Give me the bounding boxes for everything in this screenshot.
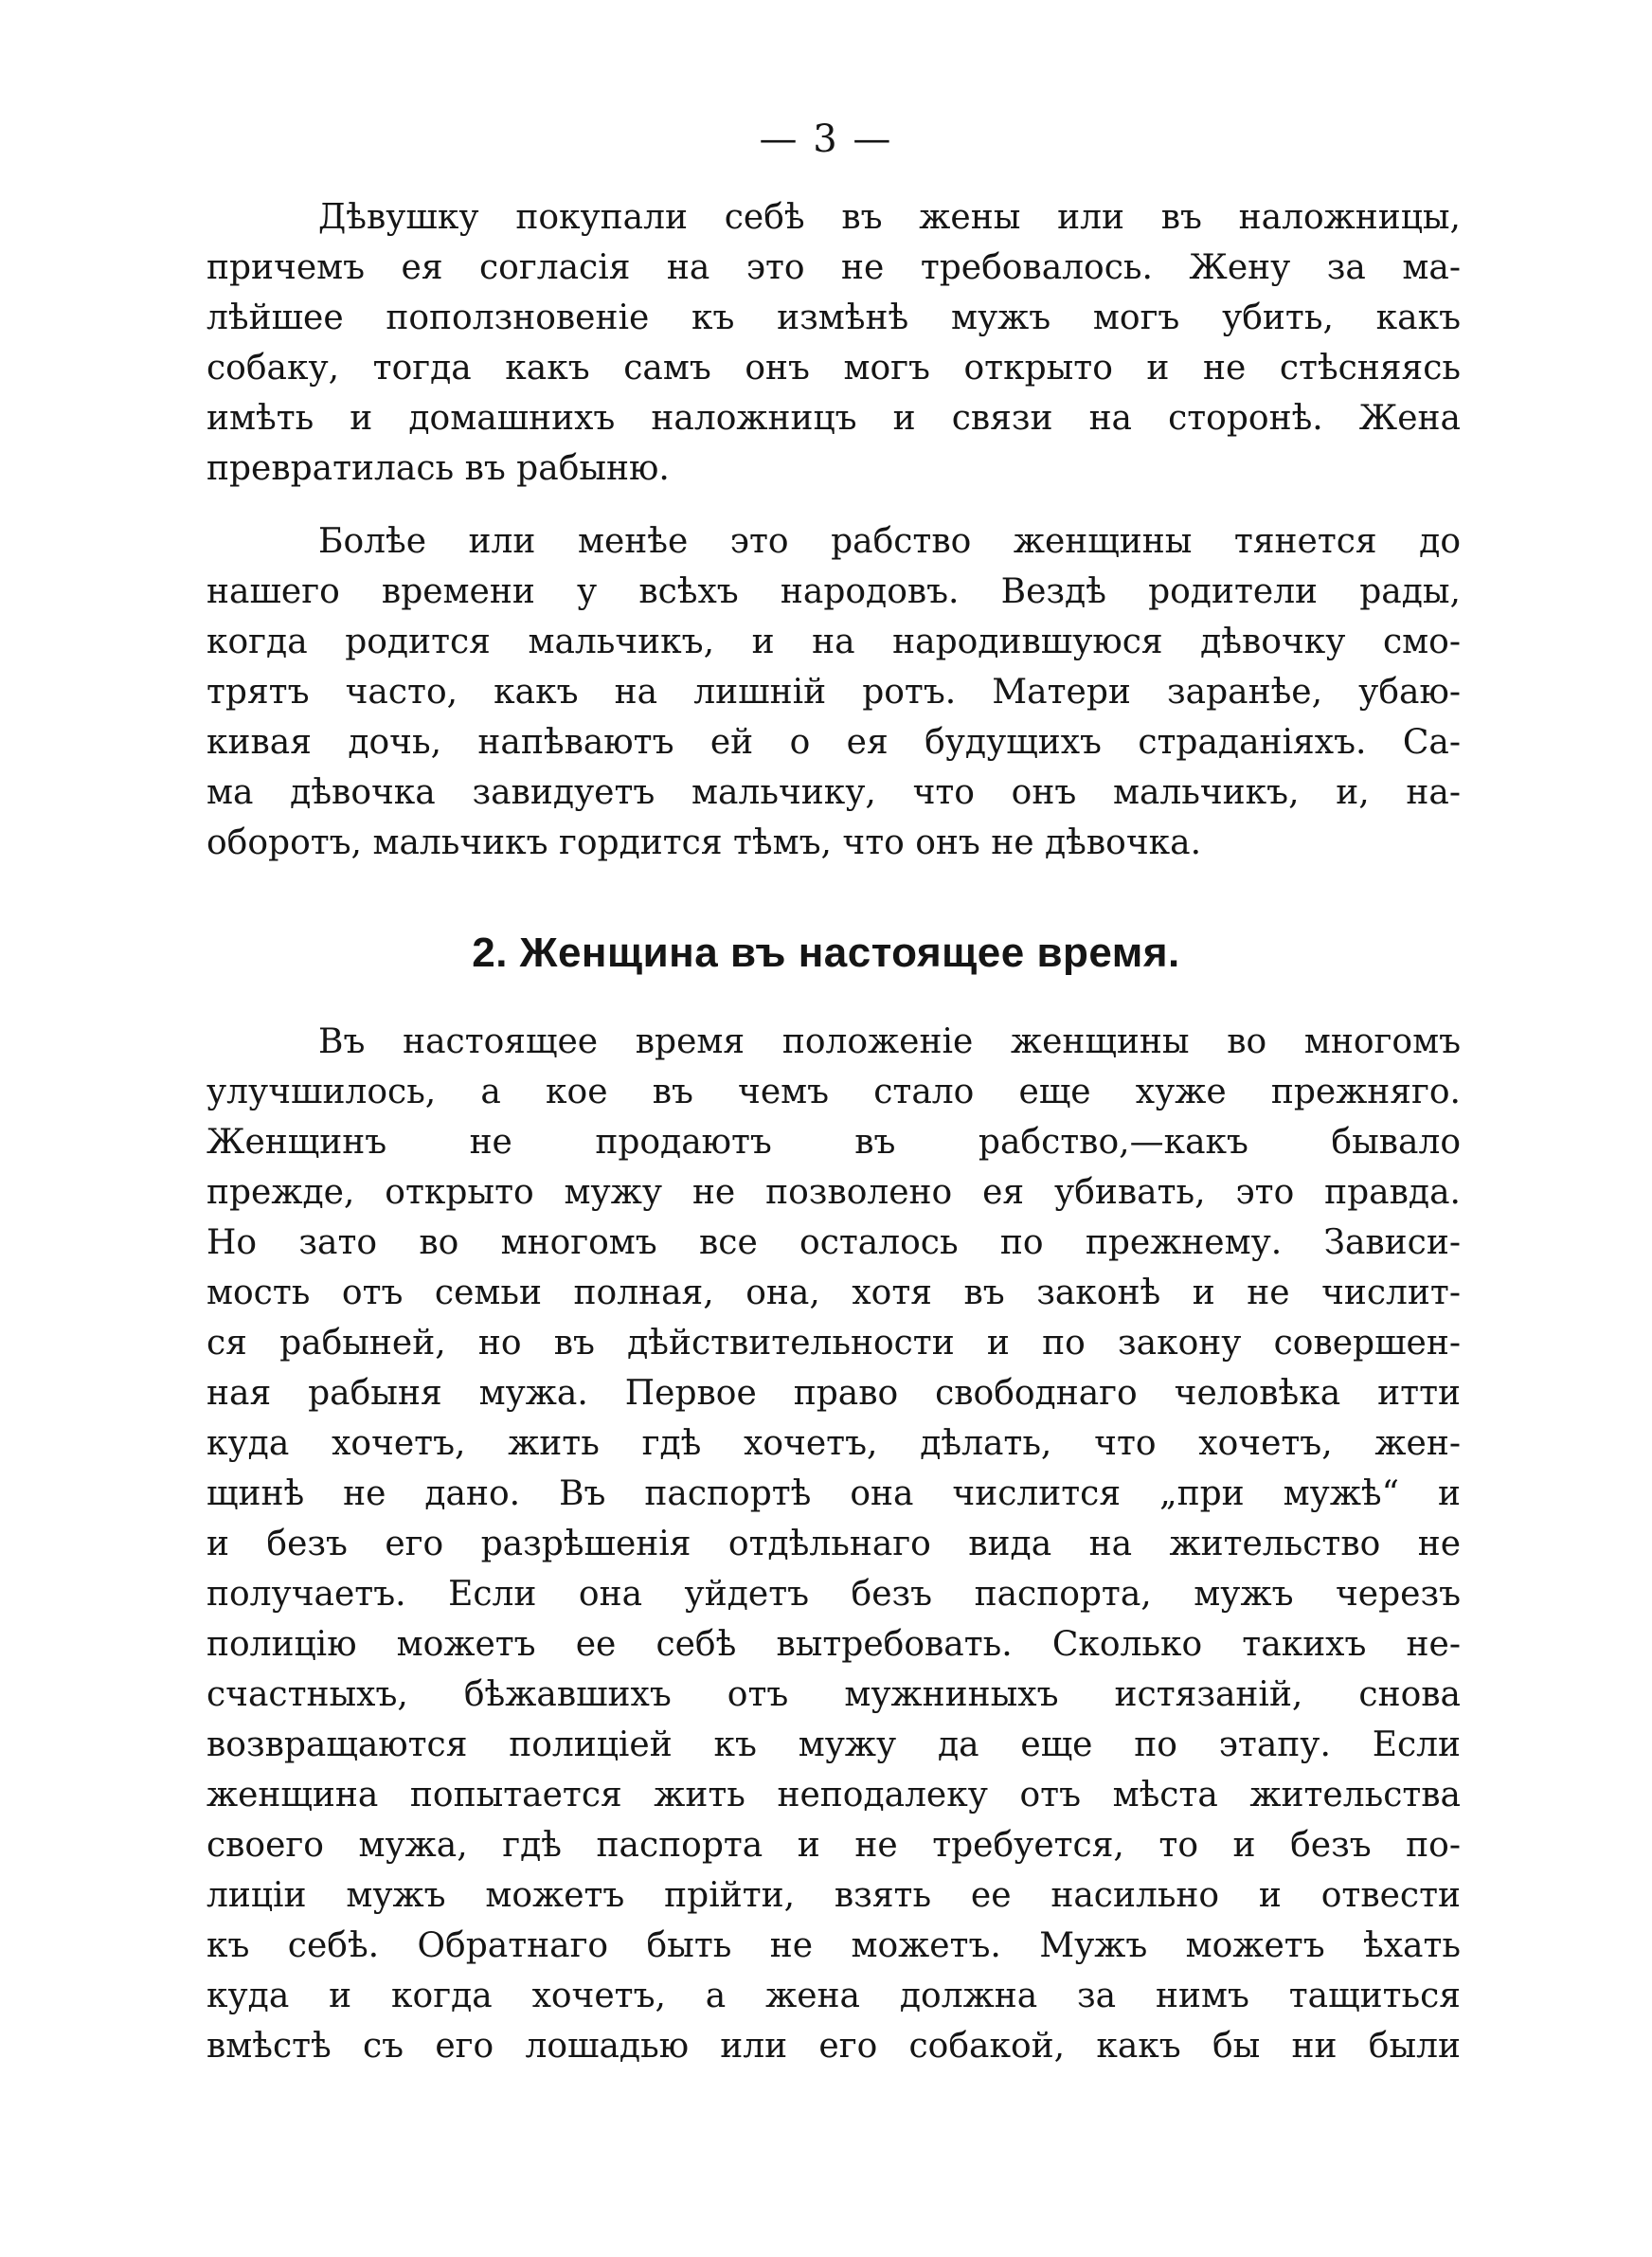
text-line: Женщинъ не продаютъ въ рабство,—какъ бывало (206, 1123, 1461, 1162)
text-line: куда и когда хочетъ, а жена должна за нимъ тащиться (206, 1977, 1461, 2015)
text-line: ся рабыней, но въ дѣйствительности и по закону совершен- (206, 1324, 1461, 1363)
text-line: лѣйшее поползновеніе къ измѣнѣ мужъ могъ убить, какъ (206, 298, 1461, 337)
paragraph-slavery-continues (206, 516, 1461, 868)
text-line: имѣть и домашнихъ наложницъ и связи на сторонѣ. Жена (206, 399, 1461, 438)
text-line: когда родится мальчикъ, и на народившуюся дѣвочку смо- (206, 623, 1461, 661)
section-heading: 2. Женщина въ настоящее время. (472, 930, 1180, 976)
text-line: Болѣе или менѣе это рабство женщины тянется до (318, 522, 1461, 561)
text-line: кивая дочь, напѣваютъ ей о ея будущихъ страданіяхъ. Са- (206, 723, 1461, 762)
text-line: полицію можетъ ее себѣ вытребовать. Сколько такихъ не- (206, 1625, 1461, 1664)
paragraph-present-time (206, 1017, 1461, 2071)
text-line: своего мужа, гдѣ паспорта и не требуется, то и безъ по- (206, 1826, 1461, 1865)
text-line: прежде, открыто мужу не позволено ея убивать, это правда. (206, 1173, 1461, 1212)
text-line: трятъ часто, какъ на лишній ротъ. Матери заранѣе, убаю- (206, 673, 1461, 712)
text-line: улучшилось, а кое въ чемъ стало еще хуже прежняго. (206, 1073, 1461, 1111)
text-line: счастныхъ, бѣжавшихъ отъ мужниныхъ истязаній, снова (206, 1675, 1461, 1714)
text-line: причемъ ея согласія на это не требовалось. Жену за ма- (206, 248, 1461, 287)
text-line: превратилась въ рабыню. (206, 449, 670, 488)
text-line: ма дѣвочка завидуетъ мальчику, что онъ мальчикъ, и, на- (206, 773, 1461, 812)
text-line: Дѣвушку покупали себѣ въ жены или въ наложницы, (318, 198, 1461, 237)
text-line: мость отъ семьи полная, она, хотя въ законѣ и не числит- (206, 1273, 1461, 1312)
page-number: — 3 — (759, 117, 893, 161)
text-line: щинѣ не дано. Въ паспортѣ она числится „при мужѣ“ и (206, 1474, 1461, 1513)
text-line: куда хочетъ, жить гдѣ хочетъ, дѣлать, что хочетъ, жен- (206, 1424, 1461, 1463)
text-line: Но зато во многомъ все осталось по прежнему. Зависи- (206, 1223, 1461, 1262)
text-line: оборотъ, мальчикъ гордится тѣмъ, что онъ не дѣвочка. (206, 823, 1202, 862)
text-line: получаетъ. Если она уйдетъ безъ паспорта, мужъ черезъ (206, 1575, 1461, 1614)
text-line: собаку, тогда какъ самъ онъ могъ открыто и не стѣсняясь (206, 349, 1461, 388)
text-line: Въ настоящее время положеніе женщины во многомъ (318, 1022, 1461, 1061)
text-line: и безъ его разрѣшенія отдѣльнаго вида на жительство не (206, 1525, 1461, 1563)
text-line: вмѣстѣ съ его лошадью или его собакой, какъ бы ни были (206, 2027, 1461, 2066)
text-line: лиціи мужъ можетъ прійти, взять ее насильно и отвести (206, 1876, 1461, 1915)
text-line: возвращаются полиціей къ мужу да еще по этапу. Если (206, 1725, 1461, 1764)
text-line: къ себѣ. Обратнаго быть не можетъ. Мужъ можетъ ѣхать (206, 1926, 1461, 1965)
text-line: женщина попытается жить неподалеку отъ мѣста жительства (206, 1776, 1461, 1815)
text-line: ная рабыня мужа. Первое право свободнаго человѣка итти (206, 1374, 1461, 1413)
paragraph-girls-bought (206, 192, 1461, 494)
text-line: нашего времени у всѣхъ народовъ. Вездѣ родители рады, (206, 572, 1461, 611)
